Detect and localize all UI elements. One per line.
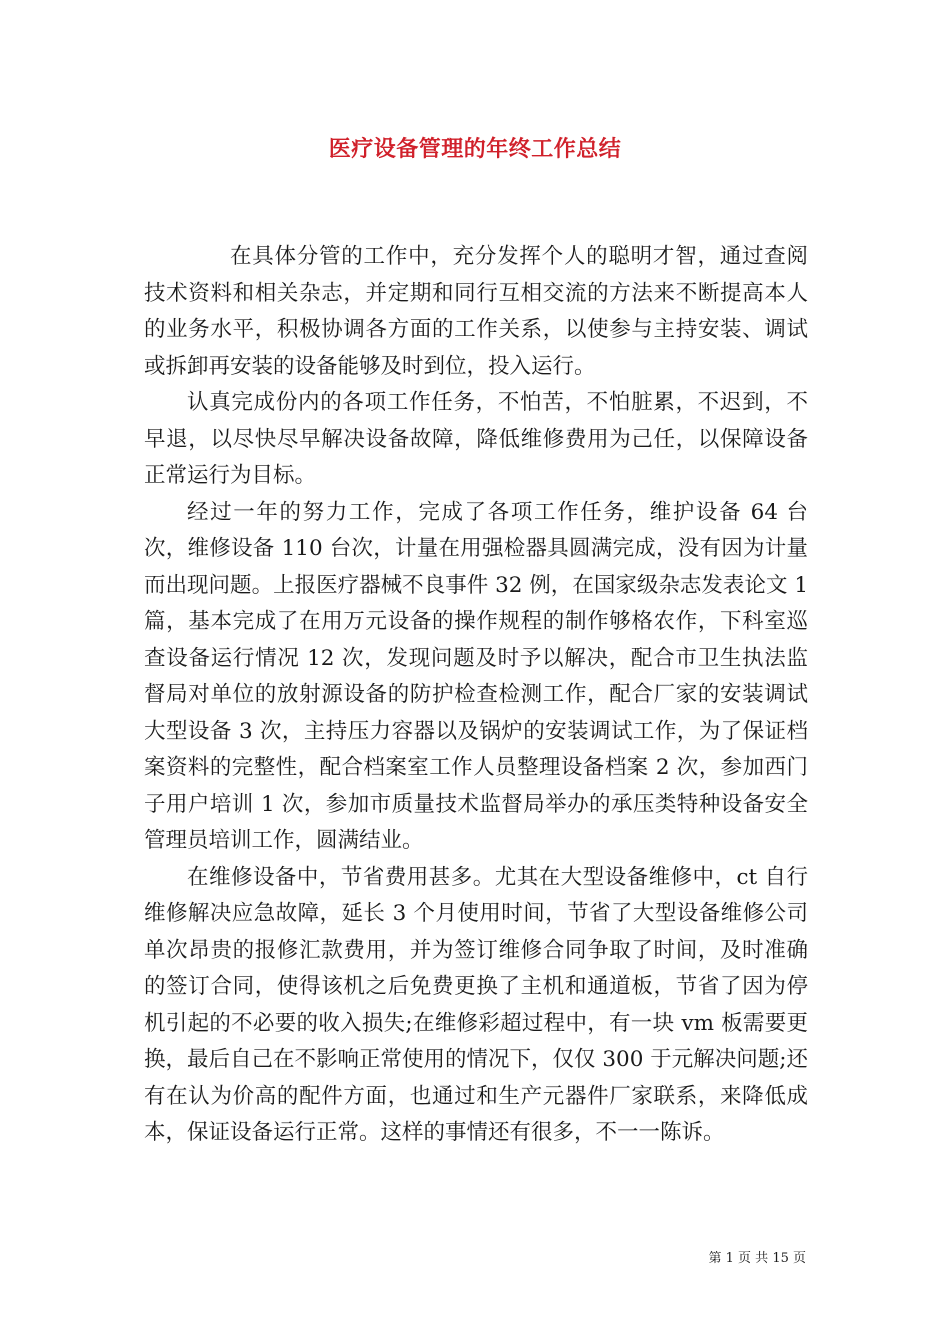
document-title: 医疗设备管理的年终工作总结: [328, 136, 622, 162]
paragraph: 在维修设备中，节省费用甚多。尤其在大型设备维修中，ct 自行维修解决应急故障，延长 3 个月使用时间，节省了大型设备维修公司单次昂贵的报修汇款费用，并为签订维修合同争取了时间，及时准确的签订合同，使得该机之后免费更换了主机和通道板，节省了因为停机引起的不必要的收入损失;在维修彩超过程中，有一块 vm 板需要更换，最后自己在不影响正常使用的情况下，仅仅 300 于元解决问题;还有在认为价高的配件方面，也通过和生产元器件厂家联系，来降低成本，保证设备运行正常。这样的事情还有很多，不一一陈诉。: [144, 864, 808, 1145]
page-number-footer: 第 1 页 共 15 页: [708, 1251, 806, 1266]
paragraph: 认真完成份内的各项工作任务，不怕苦，不怕脏累，不迟到，不早退，以尽快尽早解决设备故障，降低维修费用为己任，以保障设备正常运行为目标。: [144, 390, 808, 488]
paragraph: 经过一年的努力工作，完成了各项工作任务，维护设备 64 台次，维修设备 110 台次，计量在用强检器具圆满完成，没有因为计量而出现问题。上报医疗器械不良事件 32 例，在国家级杂志发表论文 1 篇，基本完成了在用万元设备的操作规程的制作够格农作，下科室巡查设备运行情况 12 次，发现问题及时予以解决，配合市卫生执法监督局对单位的放射源设备的防护检查检测工作，配合厂家的安装调试大型设备 3 次，主持压力容器以及锅炉的安装调试工作，为了保证档案资料的完整性，配合档案室工作人员整理设备档案 2 次，参加西门子用户培训 1 次，参加市质量技术监督局举办的承压类特种设备安全管理员培训工作，圆满结业。: [144, 499, 808, 853]
document-body: [144, 239, 808, 1152]
paragraph: 在具体分管的工作中，充分发挥个人的聪明才智，通过查阅技术资料和相关杂志，并定期和同行互相交流的方法来不断提高本人的业务水平，积极协调各方面的工作关系，以使参与主持安装、调试或拆卸再安装的设备能够及时到位，投入运行。: [144, 244, 808, 379]
